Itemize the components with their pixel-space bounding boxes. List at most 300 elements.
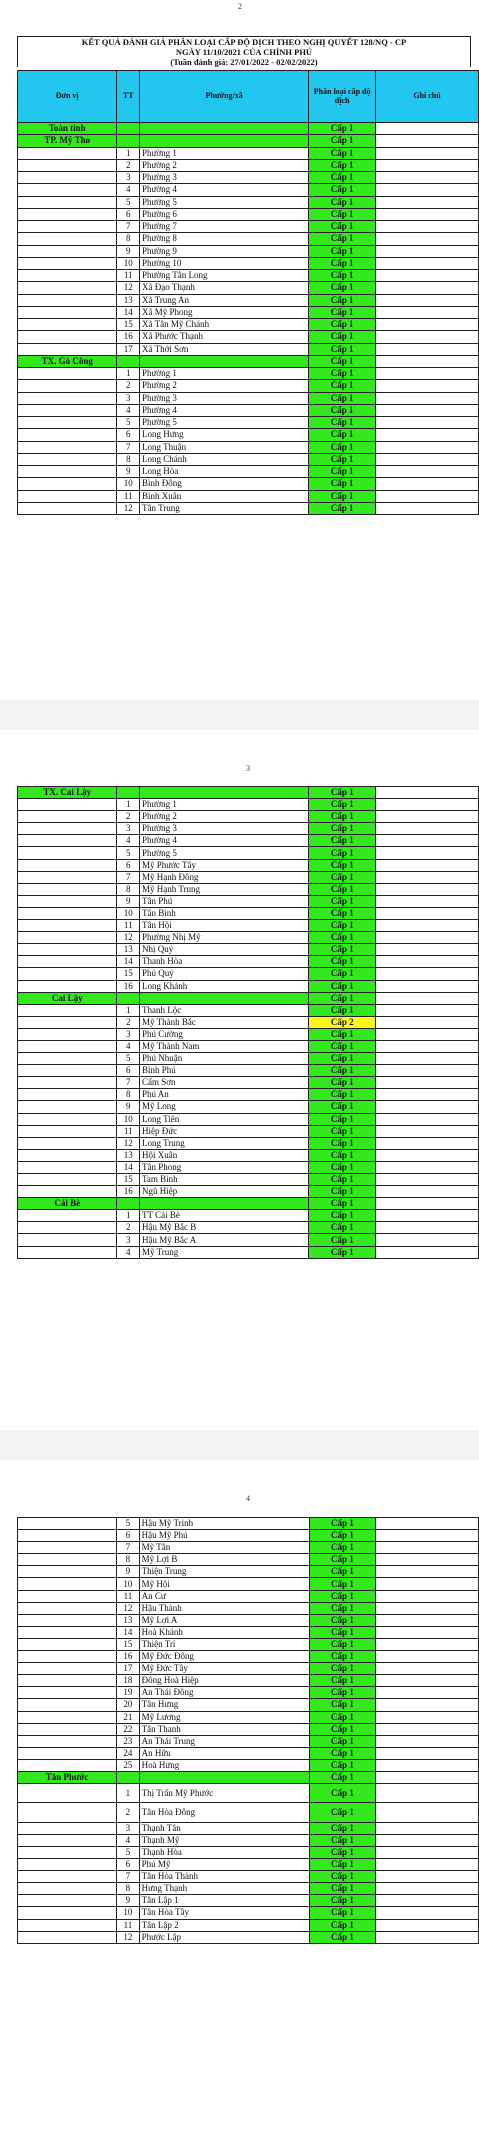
- page-2: [0, 0, 479, 700]
- unit-cell: [18, 811, 117, 823]
- table-row: [18, 1602, 479, 1614]
- tt-cell: 6: [117, 429, 140, 441]
- table-row: [18, 835, 479, 847]
- tt-cell: 14: [117, 956, 140, 968]
- note-cell: [376, 811, 479, 823]
- ward-cell: Hưng Thạnh: [139, 1883, 309, 1895]
- level-cell: Cấp 1: [309, 294, 376, 306]
- unit-cell: [18, 1931, 117, 1943]
- table-row: [18, 799, 479, 811]
- table-row: [18, 490, 479, 502]
- tt-cell: 12: [117, 502, 140, 514]
- table-row: [18, 147, 479, 159]
- note-cell: [376, 920, 479, 932]
- table-row: [18, 823, 479, 835]
- table-row: [18, 1578, 479, 1590]
- level-cell: Cấp 1: [309, 1518, 376, 1530]
- level-cell: Cấp 1: [309, 1137, 376, 1149]
- table-row: [18, 1859, 479, 1871]
- ward-cell: Tân Lập 2: [139, 1919, 309, 1931]
- tt-cell: 15: [117, 1638, 140, 1650]
- tt-cell: 8: [117, 1089, 140, 1101]
- table-row: [18, 1759, 479, 1771]
- level-cell: Cấp 1: [309, 147, 376, 159]
- unit-cell: [18, 1113, 117, 1125]
- ward-cell: Mỹ Hạnh Trung: [140, 883, 309, 895]
- table-row: [18, 1101, 479, 1113]
- tt-cell: 3: [117, 392, 140, 404]
- note-cell: [375, 306, 478, 318]
- tt-cell: 10: [117, 257, 140, 269]
- note-cell: [376, 871, 479, 883]
- ward-cell: Mỹ Lợi A: [139, 1614, 309, 1626]
- level-cell: Cấp 1: [309, 1222, 376, 1234]
- unit-cell: [18, 257, 117, 269]
- table-row: [18, 417, 479, 429]
- tt-cell: 2: [117, 1016, 140, 1028]
- note-cell: [376, 1735, 479, 1747]
- tt-cell: 10: [117, 1578, 140, 1590]
- ward-cell: Phường 4: [140, 835, 309, 847]
- unit-cell: [18, 319, 117, 331]
- ward-cell: Long Thuận: [140, 441, 309, 453]
- level-cell: Cấp 1: [309, 1590, 376, 1602]
- unit-cell: [18, 932, 117, 944]
- note-cell: [376, 859, 479, 871]
- ward-cell: An Thái Trung: [139, 1735, 309, 1747]
- note-cell: [375, 343, 478, 355]
- note-cell: [376, 1174, 479, 1186]
- table-row: [18, 331, 479, 343]
- tt-cell: 4: [117, 1246, 140, 1258]
- level-cell: Cấp 1: [309, 368, 376, 380]
- ward-cell: Phường 8: [140, 233, 309, 245]
- table-row: [18, 429, 479, 441]
- table-row: [18, 1626, 479, 1638]
- unit-cell: [18, 184, 117, 196]
- table-row: [18, 478, 479, 490]
- unit-cell: [18, 1784, 117, 1803]
- table-row: [18, 1614, 479, 1626]
- level-cell: Cấp 1: [309, 787, 376, 799]
- ward-cell: Phường 6: [140, 208, 309, 220]
- table-row: [18, 1053, 479, 1065]
- note-cell: [376, 956, 479, 968]
- unit-cell: [18, 1028, 117, 1040]
- ward-cell: Mỹ Đức Tây: [139, 1663, 309, 1675]
- tt-cell: 13: [117, 944, 140, 956]
- tt-cell: 14: [117, 1161, 140, 1173]
- table-row: [18, 404, 479, 416]
- note-cell: [376, 1931, 479, 1943]
- unit-cell: [18, 1602, 117, 1614]
- level-cell: Cấp 1: [309, 883, 376, 895]
- level-cell: Cấp 1: [309, 172, 376, 184]
- level-cell: Cấp 1: [309, 306, 376, 318]
- tt-cell: 10: [117, 1113, 140, 1125]
- tt-cell: 11: [117, 920, 140, 932]
- table-row: [18, 1834, 479, 1846]
- note-cell: [375, 208, 478, 220]
- tt-cell: 22: [117, 1723, 140, 1735]
- tt-cell: 10: [117, 907, 140, 919]
- table-row: [18, 233, 479, 245]
- unit-cell: [18, 1803, 117, 1822]
- tt-cell: 5: [117, 196, 140, 208]
- tt-cell: 3: [117, 1822, 140, 1834]
- ward-cell: Mỹ Trung: [140, 1246, 309, 1258]
- note-cell: [376, 1663, 479, 1675]
- note-cell: [376, 1530, 479, 1542]
- table-row: [18, 956, 479, 968]
- tt-cell: 15: [117, 319, 140, 331]
- unit-cell: TP. Mỹ Tho: [18, 135, 117, 147]
- ward-cell: Phú An: [140, 1089, 309, 1101]
- note-cell: [376, 1614, 479, 1626]
- group-row: [18, 787, 479, 799]
- tt-cell: 8: [117, 1883, 140, 1895]
- ward-cell: Ngũ Hiệp: [140, 1186, 309, 1198]
- tt-cell: [117, 787, 140, 799]
- note-cell: [375, 319, 478, 331]
- level-cell: Cấp 1: [309, 282, 376, 294]
- level-cell: Cấp 1: [309, 944, 376, 956]
- level-cell: Cấp 1: [309, 1198, 376, 1210]
- tt-cell: 6: [117, 1530, 140, 1542]
- header-unit: Đơn vị: [18, 71, 117, 123]
- level-cell: Cấp 1: [309, 1053, 376, 1065]
- unit-cell: [18, 1234, 117, 1246]
- ward-cell: Thạnh Tân: [139, 1822, 309, 1834]
- level-cell: Cấp 1: [309, 1077, 376, 1089]
- table-row: [18, 1566, 479, 1578]
- level-cell: Cấp 1: [309, 859, 376, 871]
- classification-table: [17, 786, 479, 1259]
- note-cell: [376, 1859, 479, 1871]
- level-cell: Cấp 1: [309, 1699, 376, 1711]
- ward-cell: Thanh Lộc: [140, 1004, 309, 1016]
- unit-cell: [18, 1687, 117, 1699]
- note-cell: [375, 392, 478, 404]
- level-cell: Cấp 1: [309, 1089, 376, 1101]
- ward-cell: Hoà Khánh: [139, 1626, 309, 1638]
- level-cell: Cấp 1: [309, 392, 376, 404]
- level-cell: Cấp 1: [309, 453, 376, 465]
- table-row: [18, 1735, 479, 1747]
- unit-cell: TX. Cai Lậy: [18, 787, 117, 799]
- unit-cell: [18, 907, 117, 919]
- unit-cell: [18, 1723, 117, 1735]
- ward-cell: Phường 2: [140, 811, 309, 823]
- note-cell: [375, 478, 478, 490]
- tt-cell: 21: [117, 1711, 140, 1723]
- table-row: [18, 1931, 479, 1943]
- ward-cell: [140, 355, 309, 367]
- tt-cell: 10: [117, 1907, 140, 1919]
- unit-cell: [18, 1651, 117, 1663]
- unit-cell: [18, 1578, 117, 1590]
- tt-cell: 14: [117, 1626, 140, 1638]
- table-row: [18, 1803, 479, 1822]
- level-cell: Cấp 1: [309, 221, 376, 233]
- unit-cell: [18, 968, 117, 980]
- ward-cell: [139, 1771, 309, 1783]
- unit-cell: [18, 1065, 117, 1077]
- note-cell: [376, 992, 479, 1004]
- group-row: [18, 123, 479, 135]
- ward-cell: Long Chánh: [140, 453, 309, 465]
- unit-cell: [18, 956, 117, 968]
- note-cell: [375, 441, 478, 453]
- table-row: [18, 1675, 479, 1687]
- unit-cell: [18, 1871, 117, 1883]
- note-cell: [375, 245, 478, 257]
- tt-cell: 12: [117, 282, 140, 294]
- unit-cell: [18, 429, 117, 441]
- note-cell: [376, 1077, 479, 1089]
- tt-cell: 9: [117, 466, 140, 478]
- table-row: [18, 1784, 479, 1803]
- note-cell: [376, 1602, 479, 1614]
- ward-cell: Hoà Hưng: [139, 1759, 309, 1771]
- unit-cell: [18, 944, 117, 956]
- level-cell: Cấp 1: [309, 196, 376, 208]
- unit-cell: [18, 1907, 117, 1919]
- tt-cell: 16: [117, 1651, 140, 1663]
- level-cell: Cấp 1: [309, 1759, 376, 1771]
- table-row: [18, 1016, 479, 1028]
- table-row: [18, 1161, 479, 1173]
- note-cell: [376, 1028, 479, 1040]
- table-row: [18, 441, 479, 453]
- tt-cell: 9: [117, 1566, 140, 1578]
- level-cell: Cấp 1: [309, 270, 376, 282]
- unit-cell: [18, 1554, 117, 1566]
- level-cell: Cấp 1: [309, 331, 376, 343]
- unit-cell: TX. Gò Công: [18, 355, 117, 367]
- unit-cell: [18, 1040, 117, 1052]
- unit-cell: [18, 1004, 117, 1016]
- note-cell: [376, 932, 479, 944]
- note-cell: [376, 1784, 479, 1803]
- header-ward: Phường/xã: [140, 71, 309, 123]
- unit-cell: [18, 1859, 117, 1871]
- ward-cell: Phường 5: [140, 196, 309, 208]
- tt-cell: 7: [117, 441, 140, 453]
- title-line: NGÀY 11/10/2021 CỦA CHÍNH PHỦ: [175, 47, 313, 57]
- unit-cell: [18, 1759, 117, 1771]
- table-row: [18, 883, 479, 895]
- note-cell: [376, 1518, 479, 1530]
- unit-cell: [18, 294, 117, 306]
- unit-cell: [18, 1895, 117, 1907]
- table-row: [18, 968, 479, 980]
- tt-cell: 16: [117, 1186, 140, 1198]
- unit-cell: [18, 1675, 117, 1687]
- note-cell: [375, 355, 478, 367]
- ward-cell: Thanh Hòa: [140, 956, 309, 968]
- ward-cell: Phường 5: [140, 847, 309, 859]
- tt-cell: [117, 123, 140, 135]
- classification-table: [17, 1517, 479, 1944]
- tt-cell: 17: [117, 343, 140, 355]
- tt-cell: 12: [117, 1602, 140, 1614]
- tt-cell: 11: [117, 1919, 140, 1931]
- unit-cell: Cai Lậy: [18, 992, 117, 1004]
- table-row: [18, 245, 479, 257]
- level-cell: Cấp 1: [309, 1663, 376, 1675]
- note-cell: [376, 1053, 479, 1065]
- level-cell: Cấp 1: [309, 184, 376, 196]
- unit-cell: [18, 1566, 117, 1578]
- note-cell: [376, 1040, 479, 1052]
- table-row: [18, 368, 479, 380]
- note-cell: [376, 799, 479, 811]
- level-cell: Cấp 1: [309, 233, 376, 245]
- table-row: [18, 294, 479, 306]
- level-cell: Cấp 1: [309, 404, 376, 416]
- note-cell: [376, 1137, 479, 1149]
- tt-cell: 10: [117, 478, 140, 490]
- ward-cell: Tân Hội: [140, 920, 309, 932]
- unit-cell: [18, 270, 117, 282]
- unit-cell: Toàn tỉnh: [18, 123, 117, 135]
- level-cell: Cấp 1: [309, 1638, 376, 1650]
- unit-cell: [18, 380, 117, 392]
- unit-cell: [18, 1846, 117, 1858]
- ward-cell: Tân Hưng: [139, 1699, 309, 1711]
- level-cell: Cấp 1: [309, 1113, 376, 1125]
- note-cell: [376, 1246, 479, 1258]
- level-cell: Cấp 1: [309, 968, 376, 980]
- ward-cell: Tân Hòa Đông: [139, 1803, 309, 1822]
- tt-cell: 11: [117, 270, 140, 282]
- ward-cell: Bình Phú: [140, 1065, 309, 1077]
- note-cell: [376, 944, 479, 956]
- note-cell: [375, 490, 478, 502]
- unit-cell: [18, 502, 117, 514]
- unit-cell: [18, 1663, 117, 1675]
- note-cell: [375, 184, 478, 196]
- note-cell: [376, 1222, 479, 1234]
- note-cell: [375, 466, 478, 478]
- unit-cell: [18, 1883, 117, 1895]
- level-cell: Cấp 1: [309, 343, 376, 355]
- unit-cell: [18, 392, 117, 404]
- note-cell: [376, 1149, 479, 1161]
- ward-cell: Tam Bình: [140, 1174, 309, 1186]
- table-row: [18, 1028, 479, 1040]
- note-cell: [376, 1711, 479, 1723]
- ward-cell: Tân Hòa Tây: [139, 1907, 309, 1919]
- ward-cell: Mỹ Phước Tây: [140, 859, 309, 871]
- tt-cell: 13: [117, 294, 140, 306]
- ward-cell: Bình Xuân: [140, 490, 309, 502]
- page-3: [0, 730, 479, 1430]
- ward-cell: Tân Phú: [140, 895, 309, 907]
- table-row: [18, 1518, 479, 1530]
- level-cell: Cấp 1: [309, 1931, 376, 1943]
- note-cell: [376, 1590, 479, 1602]
- tt-cell: 4: [117, 1040, 140, 1052]
- tt-cell: 23: [117, 1735, 140, 1747]
- level-cell: Cấp 1: [309, 980, 376, 992]
- table-row: [18, 1711, 479, 1723]
- tt-cell: 1: [117, 1784, 140, 1803]
- note-cell: [376, 1895, 479, 1907]
- tt-cell: 1: [117, 799, 140, 811]
- level-cell: Cấp 1: [309, 1859, 376, 1871]
- note-cell: [376, 1113, 479, 1125]
- level-cell: Cấp 1: [309, 835, 376, 847]
- tt-cell: [117, 355, 140, 367]
- unit-cell: [18, 147, 117, 159]
- note-cell: [376, 1554, 479, 1566]
- level-cell: Cấp 1: [309, 799, 376, 811]
- level-cell: Cấp 1: [309, 1771, 376, 1783]
- ward-cell: Hậu Mỹ Bắc B: [140, 1222, 309, 1234]
- ward-cell: Thiện Trí: [139, 1638, 309, 1650]
- note-cell: [376, 883, 479, 895]
- tt-cell: 16: [117, 980, 140, 992]
- level-cell: Cấp 1: [309, 1822, 376, 1834]
- note-cell: [376, 1578, 479, 1590]
- unit-cell: [18, 208, 117, 220]
- ward-cell: Cẩm Sơn: [140, 1077, 309, 1089]
- table-row: [18, 811, 479, 823]
- level-cell: Cấp 1: [309, 429, 376, 441]
- ward-cell: [140, 135, 309, 147]
- unit-cell: [18, 1077, 117, 1089]
- unit-cell: [18, 1161, 117, 1173]
- level-cell: Cấp 1: [309, 159, 376, 171]
- note-cell: [376, 1016, 479, 1028]
- tt-cell: 2: [117, 1222, 140, 1234]
- unit-cell: [18, 920, 117, 932]
- level-cell: Cấp 1: [309, 502, 376, 514]
- note-cell: [376, 1723, 479, 1735]
- unit-cell: [18, 466, 117, 478]
- note-cell: [376, 980, 479, 992]
- table-row: [18, 1747, 479, 1759]
- ward-cell: Mỹ Lương: [139, 1711, 309, 1723]
- table-row: [18, 172, 479, 184]
- note-cell: [376, 1210, 479, 1222]
- tt-cell: 6: [117, 1065, 140, 1077]
- ward-cell: Phường 5: [140, 417, 309, 429]
- unit-cell: [18, 490, 117, 502]
- ward-cell: Long Tiên: [140, 1113, 309, 1125]
- table-row: [18, 1040, 479, 1052]
- level-cell: Cấp 1: [309, 1626, 376, 1638]
- ward-cell: Mỹ Đức Đông: [139, 1651, 309, 1663]
- unit-cell: [18, 306, 117, 318]
- note-cell: [376, 1822, 479, 1834]
- ward-cell: Long Khánh: [140, 980, 309, 992]
- unit-cell: [18, 417, 117, 429]
- unit-cell: [18, 1822, 117, 1834]
- table-row: [18, 1530, 479, 1542]
- note-cell: [376, 1846, 479, 1858]
- page-number: 4: [246, 1494, 250, 1503]
- note-cell: [376, 1125, 479, 1137]
- title-line: KẾT QUẢ ĐÁNH GIÁ PHÂN LOẠI CẤP ĐỘ DỊCH THEO NGHỊ QUYẾT 128/NQ - CP: [81, 37, 407, 47]
- ward-cell: Hậu Mỹ Trinh: [139, 1518, 309, 1530]
- group-row: [18, 355, 479, 367]
- tt-cell: 5: [117, 1518, 140, 1530]
- note-cell: [376, 1771, 479, 1783]
- note-cell: [376, 1907, 479, 1919]
